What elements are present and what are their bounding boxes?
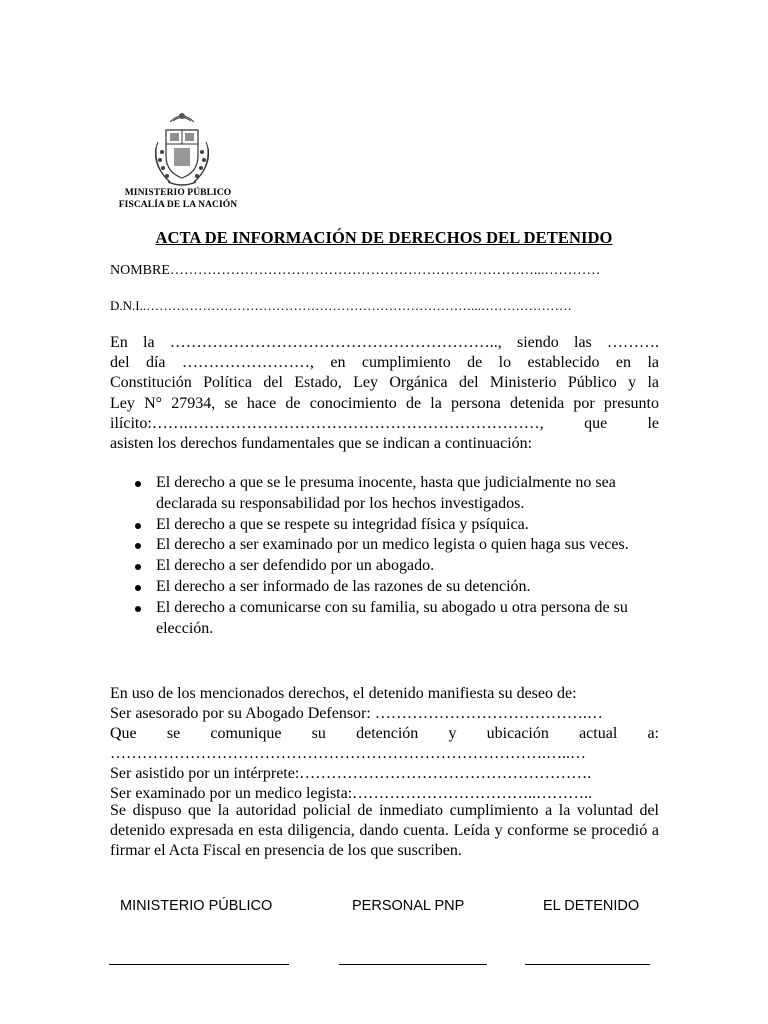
intro-line: Constitución Política del Estado, Ley Orgánica del Ministerio Público y la bbox=[110, 374, 659, 392]
right-text: El derecho a ser examinado por un medico legista o quien haga sus veces. bbox=[156, 536, 629, 554]
signature-label-ministerio: MINISTERIO PÚBLICO bbox=[120, 898, 273, 914]
nombre-field: NOMBRE……………………………………………………………………...………… bbox=[110, 263, 601, 278]
right-text: El derecho a ser informado de las razones de su detención. bbox=[156, 577, 531, 595]
usage-line: Que se comunique su detención y ubicación actual a: bbox=[110, 725, 659, 742]
right-text: El derecho a ser defendido por un abogado. bbox=[156, 557, 435, 575]
signature-line-pnp bbox=[339, 964, 487, 965]
usage-line: En uso de los mencionados derechos, el detenido manifiesta su deseo de: bbox=[110, 685, 577, 702]
list-item bbox=[110, 535, 659, 556]
intro-line: asisten los derechos fundamentales que se indican a continuación: bbox=[110, 435, 533, 453]
intro-line: del día ……………………, en cumplimiento de lo establecido en la bbox=[110, 354, 659, 372]
usage-line: Ser examinado por un medico legista:……………………………..……….. bbox=[110, 785, 593, 802]
bullet-icon bbox=[135, 585, 141, 591]
list-item bbox=[110, 515, 659, 536]
signature-label-pnp: PERSONAL PNP bbox=[352, 898, 465, 914]
institution-line-2: FISCALÍA DE LA NACIÓN bbox=[118, 200, 238, 210]
list-item bbox=[110, 577, 659, 598]
usage-line: Ser asesorado por su Abogado Defensor: ………………………………….… bbox=[110, 705, 603, 722]
institution-line-1: MINISTERIO PÚBLICO bbox=[124, 188, 232, 198]
right-text: El derecho a comunicarse con su familia, su abogado u otra persona de su elección. bbox=[156, 598, 628, 637]
list-item bbox=[110, 556, 659, 577]
institution-name bbox=[106, 187, 250, 211]
bullet-icon bbox=[135, 481, 141, 487]
bullet-icon bbox=[135, 523, 141, 529]
right-text: El derecho a que se respete su integridad física y psíquica. bbox=[156, 515, 529, 533]
closing-paragraph: Se dispuso que la autoridad policial de inmediato cumplimiento a la voluntad del detenido expresada en esta diligencia, dando cuenta. Leída y conforme se procedió a firmar el Acta Fiscal en presencia de los que suscriben. bbox=[110, 802, 659, 859]
coat-of-arms-seal-icon bbox=[146, 108, 218, 190]
signature-label-detenido: EL DETENIDO bbox=[543, 898, 640, 914]
dni-field: D.N.I..…………………………………………………………………...………………… bbox=[110, 298, 572, 313]
bullet-icon bbox=[135, 564, 141, 570]
list-item bbox=[110, 598, 659, 640]
bullet-icon bbox=[135, 606, 141, 612]
intro-line: Ley N° 27934, se hace de conocimiento de la persona detenida por presunto bbox=[110, 394, 659, 412]
signature-line-detenido bbox=[525, 964, 650, 965]
usage-paragraph bbox=[110, 684, 659, 804]
intro-line: ilícito:…….…………………………………………………………, que le bbox=[110, 414, 659, 432]
usage-line: Ser asistido por un intérprete:………………………………………………. bbox=[110, 765, 592, 782]
intro-line: En la …………………………………………………….., siendo las ………. bbox=[110, 334, 659, 351]
signature-line-ministerio bbox=[109, 964, 289, 965]
intro-paragraph bbox=[110, 333, 659, 454]
usage-line: ……………………………………………………………………….…..… bbox=[110, 745, 586, 762]
right-text: El derecho a que se le presuma inocente, hasta que judicialmente no sea declarada su responsabilidad por los hechos investigados. bbox=[156, 474, 616, 512]
document-title: ACTA DE INFORMACIÓN DE DERECHOS DEL DETENIDO bbox=[155, 228, 613, 247]
rights-list bbox=[110, 473, 659, 639]
bullet-icon bbox=[135, 543, 141, 549]
list-item bbox=[110, 473, 659, 515]
